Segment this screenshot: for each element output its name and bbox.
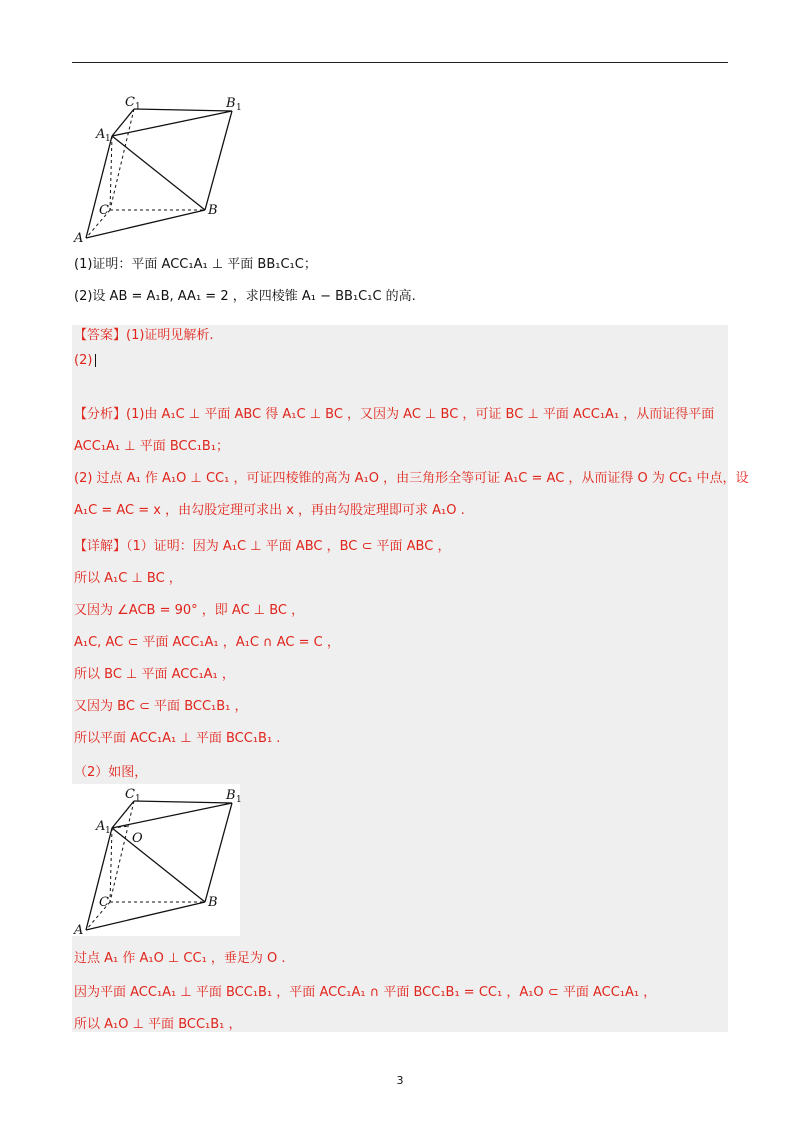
svg-text:1: 1 — [135, 102, 141, 112]
empty-answer-marker — [95, 354, 96, 367]
text-line: (2) — [74, 353, 93, 368]
label-a1: A — [96, 127, 106, 142]
text-line: 所以 BC ⊥ 平面 ACC₁A₁ ， — [74, 667, 235, 682]
text-line: 又因为 ∠ACB = 90° ，即 AC ⊥ BC ， — [74, 603, 305, 618]
prism-figure-1 — [72, 92, 252, 244]
svg-text:1: 1 — [135, 794, 141, 804]
text-line: A₁C, AC ⊂ 平面 ACC₁A₁ ，A₁C ∩ AC = C ， — [74, 635, 340, 650]
text-line: 因为平面 ACC₁A₁ ⊥ 平面 BCC₁B₁ ，平面 ACC₁A₁ ∩ 平面 BCC₁B₁ = CC₁ ，A₁O ⊂ 平面 ACC₁A₁ ， — [74, 985, 657, 1000]
svg-text:1: 1 — [236, 795, 242, 805]
label-c: C — [99, 203, 109, 218]
text-line: A₁C = AC = x ，由勾股定理可求出 x ，再由勾股定理即可求 A₁O . — [74, 503, 465, 518]
label-c1: C — [125, 787, 135, 802]
text-line: 又因为 BC ⊂ 平面 BCC₁B₁ ， — [74, 699, 248, 714]
page-number: 3 — [396, 1074, 404, 1087]
svg-text:1: 1 — [105, 134, 111, 144]
label-c: C — [99, 895, 109, 910]
label-a: A — [74, 923, 84, 938]
text-line: 【分析】(1)由 A₁C ⊥ 平面 ABC 得 A₁C ⊥ BC ，又因为 AC ⊥ BC ，可证 BC ⊥ 平面 ACC₁A₁ ，从而证得平面 — [74, 407, 715, 422]
text-line: （2）如图， — [74, 765, 148, 780]
text-line: (2) 过点 A₁ 作 A₁O ⊥ CC₁ ，可证四棱锥的高为 A₁O ，由三角形全等可证 A₁C = AC ，从而证得 O 为 CC₁ 中点，设 — [74, 471, 749, 486]
label-b1: B — [226, 788, 236, 803]
label-a: A — [74, 231, 84, 246]
label-b: B — [208, 895, 218, 910]
prism-figure-2 — [72, 784, 240, 936]
text-line: 过点 A₁ 作 A₁O ⊥ CC₁ ，垂足为 O . — [74, 951, 286, 966]
text-line: (2)设 AB = A₁B, AA₁ = 2 ，求四棱锥 A₁ − BB₁C₁C 的高. — [74, 289, 416, 304]
text-line: (1)证明：平面 ACC₁A₁ ⊥ 平面 BB₁C₁C； — [74, 257, 317, 272]
text-line: ACC₁A₁ ⊥ 平面 BCC₁B₁； — [74, 439, 230, 454]
label-c1: C — [125, 95, 135, 110]
svg-text:1: 1 — [236, 103, 242, 113]
text-line: 【详解】（1）证明：因为 A₁C ⊥ 平面 ABC ，BC ⊂ 平面 ABC ， — [74, 539, 451, 554]
header-rule — [72, 62, 728, 63]
svg-text:1: 1 — [105, 826, 111, 836]
label-b: B — [208, 203, 218, 218]
text-line: 所以 A₁O ⊥ 平面 BCC₁B₁ ， — [74, 1017, 242, 1032]
label-b1: B — [226, 96, 236, 111]
label-o: O — [132, 831, 143, 846]
text-line: 所以 A₁C ⊥ BC ， — [74, 571, 182, 586]
text-line: 所以平面 ACC₁A₁ ⊥ 平面 BCC₁B₁ . — [74, 731, 281, 746]
label-a1: A — [96, 819, 106, 834]
text-line: 【答案】(1)证明见解析. — [74, 328, 214, 343]
